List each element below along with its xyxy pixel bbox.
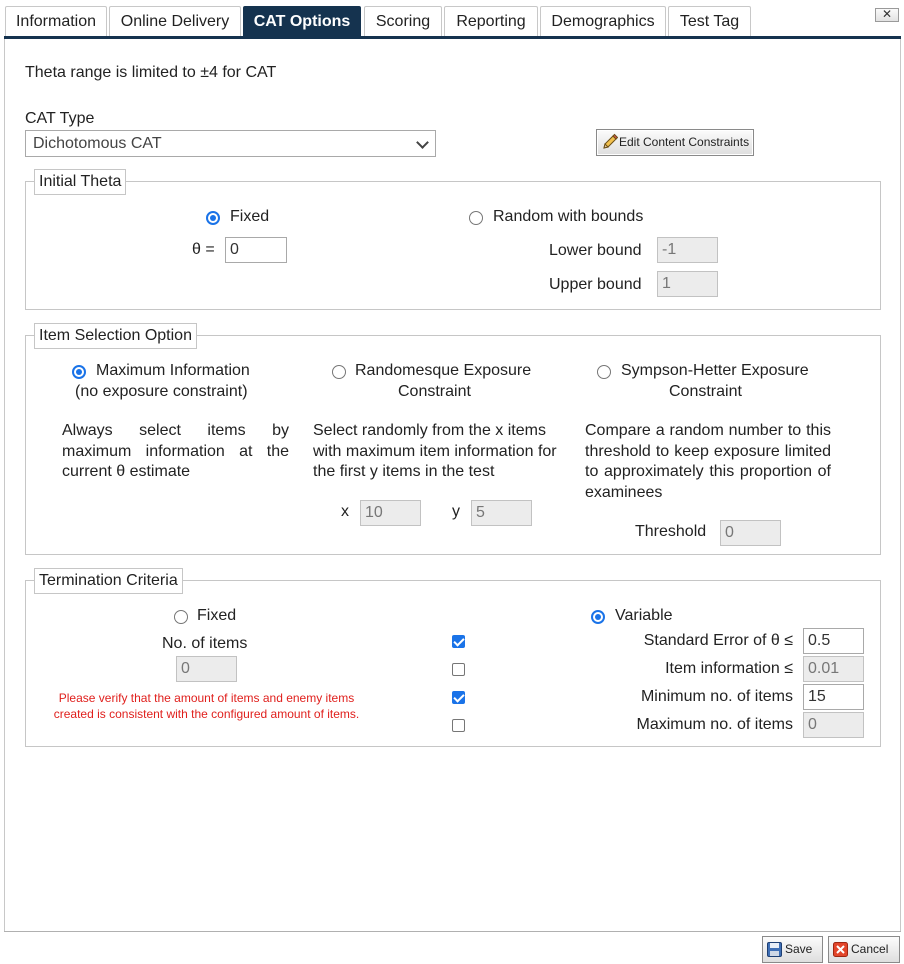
threshold-input[interactable]: 0 xyxy=(720,520,781,546)
termination-fixed-radio[interactable] xyxy=(174,610,188,624)
x-label: x xyxy=(341,503,349,520)
initial-theta-fixed-radio[interactable] xyxy=(206,211,220,225)
randomesque-label: Randomesque Exposure xyxy=(355,362,532,379)
standard-error-label: Standard Error of θ ≤ xyxy=(643,632,793,649)
tab-demographics[interactable]: Demographics xyxy=(540,6,666,36)
cat-type-value: Dichotomous CAT xyxy=(33,135,162,152)
panel-border-bottom xyxy=(4,931,901,932)
minimum-items-label: Minimum no. of items xyxy=(640,688,793,705)
initial-theta-random-label: Random with bounds xyxy=(493,208,644,225)
tab-underline xyxy=(4,36,901,39)
tab-test-tag[interactable]: Test Tag xyxy=(668,6,751,36)
chevron-down-icon xyxy=(416,136,429,149)
item-information-input[interactable]: 0.01 xyxy=(803,656,864,682)
save-button[interactable] xyxy=(762,936,823,963)
tab-information[interactable]: Information xyxy=(5,6,107,36)
panel-border-left xyxy=(4,39,5,931)
termination-variable-radio[interactable] xyxy=(591,610,605,624)
item-selection-legend: Item Selection Option xyxy=(34,323,197,349)
theta-input[interactable]: 0 xyxy=(225,237,287,263)
initial-theta-random-radio[interactable] xyxy=(469,211,483,225)
max-info-sublabel: (no exposure constraint) xyxy=(75,383,248,400)
tab-scoring[interactable]: Scoring xyxy=(364,6,442,36)
max-info-label: Maximum Information xyxy=(96,362,250,379)
num-items-input[interactable]: 0 xyxy=(176,656,237,682)
termination-fixed-label: Fixed xyxy=(197,607,237,624)
tab-reporting[interactable]: Reporting xyxy=(444,6,538,36)
edit-content-constraints-label: Edit Content Constraints xyxy=(619,135,750,149)
item-information-checkbox[interactable] xyxy=(452,663,465,676)
maximum-items-label: Maximum no. of items xyxy=(636,716,793,733)
cancel-label: Cancel xyxy=(851,942,889,956)
cat-type-select[interactable] xyxy=(25,130,436,157)
randomesque-radio[interactable] xyxy=(332,365,346,379)
tab-online-delivery[interactable]: Online Delivery xyxy=(109,6,241,36)
initial-theta-group xyxy=(25,181,881,310)
cancel-button[interactable] xyxy=(828,936,900,963)
lower-bound-input[interactable]: -1 xyxy=(657,237,718,263)
theta-label: θ = xyxy=(192,241,215,258)
num-items-label: No. of items xyxy=(162,635,248,652)
save-label: Save xyxy=(785,942,813,956)
lower-bound-label: Lower bound xyxy=(549,242,642,259)
standard-error-input[interactable]: 0.5 xyxy=(803,628,864,654)
upper-bound-input[interactable]: 1 xyxy=(657,271,718,297)
standard-error-checkbox[interactable] xyxy=(452,635,465,648)
upper-bound-label: Upper bound xyxy=(549,276,642,293)
edit-content-constraints-button[interactable] xyxy=(596,129,754,156)
x-input[interactable]: 10 xyxy=(360,500,421,526)
y-input[interactable]: 5 xyxy=(471,500,532,526)
y-label: y xyxy=(452,503,460,520)
pencil-icon xyxy=(602,133,618,151)
item-count-warning: Please verify that the amount of items and enemy items created is consistent with the configured amount of items. xyxy=(53,691,360,721)
sympson-hetter-label: Sympson-Hetter Exposure xyxy=(621,362,809,379)
tab-cat-options[interactable]: CAT Options xyxy=(243,6,361,36)
maximum-items-input[interactable]: 0 xyxy=(803,712,864,738)
sympson-hetter-radio[interactable] xyxy=(597,365,611,379)
maximum-items-checkbox[interactable] xyxy=(452,719,465,732)
sympson-hetter-sublabel: Constraint xyxy=(669,383,742,400)
threshold-label: Threshold xyxy=(635,523,707,540)
max-info-radio[interactable] xyxy=(72,365,86,379)
termination-legend: Termination Criteria xyxy=(34,568,183,594)
panel-border-right xyxy=(900,39,901,931)
randomesque-description: Select randomly from the x items with maximum item information for the first y items in the test xyxy=(313,422,557,481)
floppy-disk-icon xyxy=(767,942,782,957)
sympson-hetter-description: Compare a random number to this threshold to keep exposure limited to approximately this proportion of examinees xyxy=(585,422,831,502)
theta-range-note: Theta range is limited to ±4 for CAT xyxy=(25,64,277,81)
cancel-icon xyxy=(833,942,848,957)
close-icon[interactable]: ✕ xyxy=(875,8,899,22)
initial-theta-fixed-label: Fixed xyxy=(230,208,270,225)
max-info-description: Always select items by maximum information at the current θ estimate xyxy=(62,422,289,481)
randomesque-sublabel: Constraint xyxy=(398,383,471,400)
minimum-items-input[interactable]: 15 xyxy=(803,684,864,710)
item-information-label: Item information ≤ xyxy=(665,660,793,677)
cat-type-label: CAT Type xyxy=(25,110,95,127)
initial-theta-legend: Initial Theta xyxy=(34,169,126,195)
termination-variable-label: Variable xyxy=(615,607,673,624)
minimum-items-checkbox[interactable] xyxy=(452,691,465,704)
